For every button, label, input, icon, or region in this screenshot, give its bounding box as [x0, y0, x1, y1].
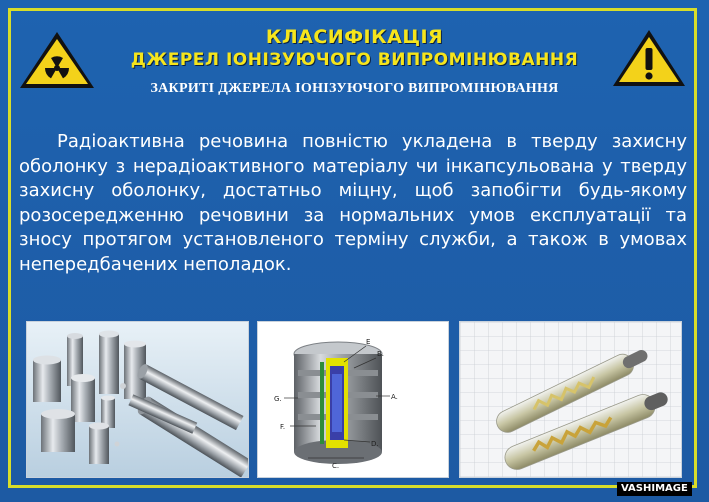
sealed-capsules-photo	[26, 321, 249, 478]
slide-title-line1: КЛАСИФІКАЦІЯ	[265, 26, 444, 48]
diagram-label-a: A.	[391, 393, 398, 401]
diagram-label-d: D.	[371, 440, 379, 448]
diagram-label-g: G.	[274, 395, 282, 403]
diagram-label-f: F.	[280, 423, 286, 431]
glass-ampoules-photo	[459, 321, 682, 478]
slide-subtitle: ЗАКРИТІ ДЖЕРЕЛА ІОНІЗУЮЧОГО ВИПРОМІНЮВАННЯ	[150, 81, 559, 96]
exclamation-warning-icon	[611, 28, 687, 88]
watermark: VASHIMAGE	[617, 482, 692, 496]
diagram-label-c: C.	[332, 462, 340, 470]
definition-paragraph: Радіоактивна речовина повністю укладена в тверду захисну оболонку з нерадіоактивного матеріалу чи інкапсульована у тверду захисну оболонку, достатньо міцну, щоб запобігти будь-якому розосередженню речовини за нормальних умов експлуатації та зносу протягом установленого терміну служби, а також в умовах непередбачених неполадок.	[19, 131, 687, 275]
source-cross-section-diagram	[257, 321, 449, 478]
diagram-label-b: B.	[377, 350, 385, 358]
slide-title-line2: ДЖЕРЕЛ ІОНІЗУЮЧОГО ВИПРОМІНЮВАННЯ	[130, 50, 579, 70]
diagram-label-e: E	[366, 338, 371, 346]
